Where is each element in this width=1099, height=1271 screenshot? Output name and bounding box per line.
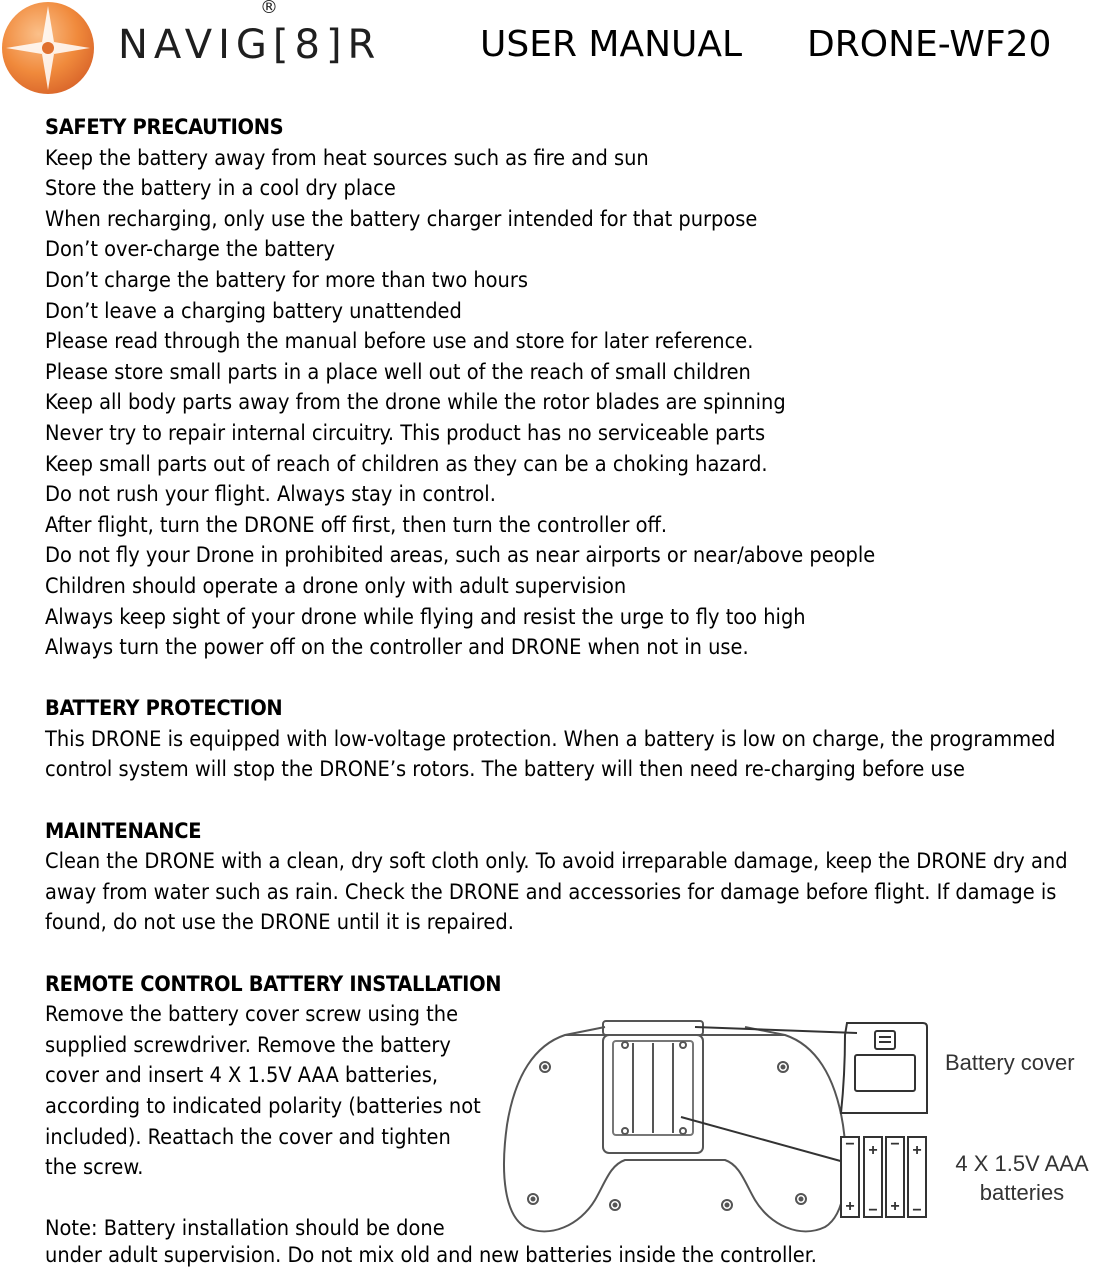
svg-text:−: − xyxy=(890,1136,900,1153)
brand-wordmark: NAVIG[8]R xyxy=(118,22,382,68)
page-header xyxy=(0,0,1099,100)
controller-illustration xyxy=(504,1021,846,1231)
battery-protection-text: This DRONE is equipped with low-voltage protection. When a battery is low on charge, the programmed control system will stop the DRONE’s rotors. The battery will then need re-charging before use xyxy=(45,726,1056,783)
svg-text:+: + xyxy=(845,1198,855,1215)
svg-text:−: − xyxy=(868,1202,878,1219)
safety-item: Keep all body parts away from the drone while the rotor blades are spinning xyxy=(45,390,786,416)
safety-item: Do not rush your flight. Always stay in control. xyxy=(45,482,496,508)
safety-item: Don’t leave a charging battery unattended xyxy=(45,298,462,324)
document-title: USER MANUAL xyxy=(480,24,743,65)
safety-heading: SAFETY PRECAUTIONS xyxy=(45,115,284,140)
svg-text:+: + xyxy=(868,1142,878,1159)
safety-item: Please store small parts in a place well out of the reach of small children xyxy=(45,359,751,385)
safety-item: Please read through the manual before use and store for later reference. xyxy=(45,329,754,355)
svg-text:−: − xyxy=(912,1202,922,1219)
safety-item: When recharging, only use the battery charger intended for that purpose xyxy=(45,206,758,232)
safety-item: Keep the battery away from heat sources such as fire and sun xyxy=(45,145,649,171)
safety-item: Never try to repair internal circuitry. This product has no serviceable parts xyxy=(45,420,766,446)
svg-text:+: + xyxy=(912,1142,922,1159)
remote-battery-note-continued: under adult supervision. Do not mix old and new batteries inside the controller. xyxy=(45,1243,817,1268)
battery-cover-icon xyxy=(841,1023,927,1113)
compass-logo-icon xyxy=(0,0,96,96)
battery-cover-label: Battery cover xyxy=(945,1050,1075,1075)
registered-mark: ® xyxy=(260,0,278,18)
remote-battery-note: Note: Battery installation should be done xyxy=(45,1216,445,1242)
battery-installation-diagram xyxy=(495,1015,1099,1237)
svg-text:+: + xyxy=(890,1198,900,1215)
battery-protection-heading: BATTERY PROTECTION xyxy=(45,696,283,722)
safety-item: Children should operate a drone only with adult supervision xyxy=(45,573,627,599)
svg-text:−: − xyxy=(845,1136,855,1153)
safety-item: Store the battery in a cool dry place xyxy=(45,176,396,202)
remote-battery-heading: REMOTE CONTROL BATTERY INSTALLATION xyxy=(45,971,502,997)
safety-item: Always keep sight of your drone while flying and resist the urge to fly too high xyxy=(45,604,806,630)
maintenance-heading: MAINTENANCE xyxy=(45,818,202,844)
model-number: DRONE-WF20 xyxy=(807,24,1052,65)
remote-battery-text: Remove the battery cover screw using the supplied screwdriver. Remove the battery cover and insert 4 X 1.5V AAA batteries, according to indicated polarity (batteries not included). Reattach the cover and tighten the screw. xyxy=(45,1002,481,1181)
safety-item: Don’t over-charge the battery xyxy=(45,237,335,263)
safety-item: After flight, turn the DRONE off first, then turn the controller off. xyxy=(45,512,668,538)
safety-item: Keep small parts out of reach of children as they can be a choking hazard. xyxy=(45,451,768,477)
batteries-label-line1: 4 X 1.5V AAA xyxy=(955,1151,1089,1176)
batteries-label-line2: batteries xyxy=(979,1180,1065,1205)
maintenance-text: Clean the DRONE with a clean, dry soft cloth only. To avoid irreparable damage, keep the DRONE dry and away from water such as rain. Check the DRONE and accessories for damage before flight. If damage is found, do not use the DRONE until it is repaired. xyxy=(45,849,1068,936)
safety-item: Don’t charge the battery for more than two hours xyxy=(45,267,528,293)
safety-item: Always turn the power off on the controller and DRONE when not in use. xyxy=(45,635,749,661)
safety-item: Do not fly your Drone in prohibited areas, such as near airports or near/above people xyxy=(45,543,876,569)
